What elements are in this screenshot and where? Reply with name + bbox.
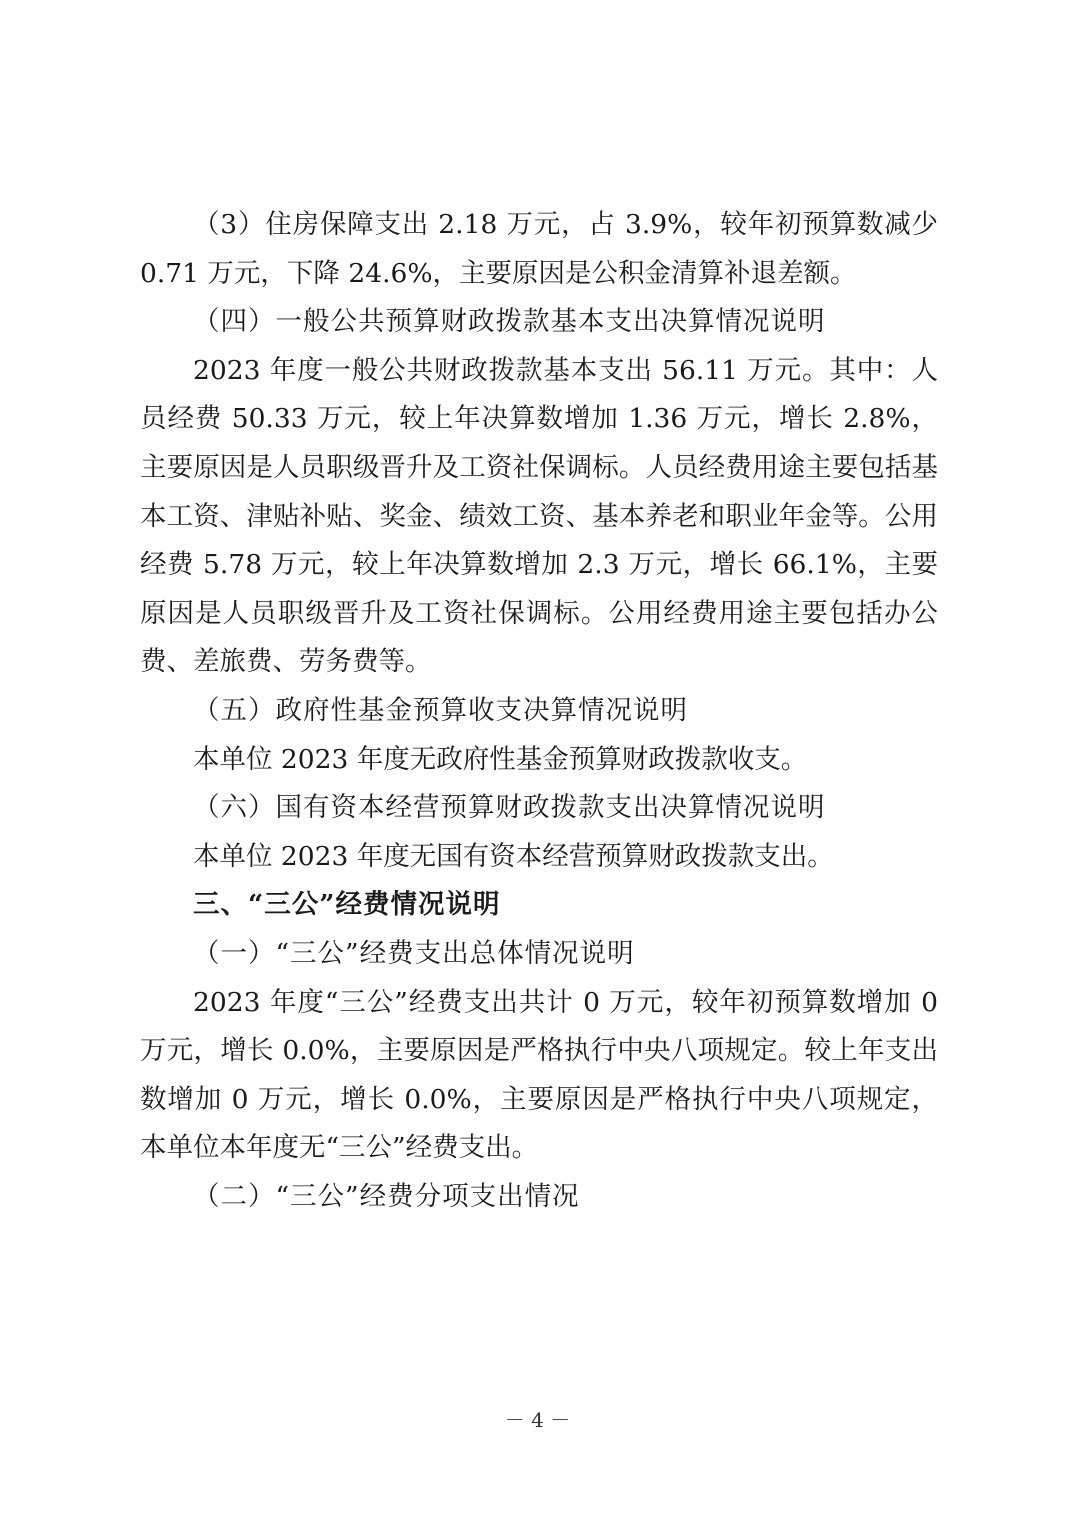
chapter-heading-three-public: 三、“三公”经费情况说明: [193, 889, 501, 921]
section-heading-gov-fund: （五）政府性基金预算收支决算情况说明: [193, 694, 688, 726]
section-heading-basic-expense: （四）一般公共预算财政拨款基本支出决算情况说明: [193, 306, 826, 338]
paragraph-basic-expense: 2023 年度一般公共财政拨款基本支出 56.11 万元。其中：人员经费 50.33 万元，较上年决算数增加 1.36 万元，增长 2.8%，主要原因是人员职级晋升及工资社保调标。人员经费用途主要包括基本工资、津贴补贴、奖金、绩效工资、基本养老和职业年金等。公用经费 5.78 万元，较上年决算数增加 2.3 万元，增长 66.1%，主要原因是人员职级晋升及工资社保调标。公用经费用途主要包括办公费、差旅费、劳务费等。: [140, 354, 938, 678]
paragraph-gov-fund: 本单位 2023 年度无政府性基金预算财政拨款收支。: [193, 743, 808, 775]
paragraph-housing-expense: （3）住房保障支出 2.18 万元，占 3.9%，较年初预算数减少 0.71 万元，下降 24.6%，主要原因是公积金清算补退差额。: [140, 209, 938, 289]
section-heading-three-public-items: （二）“三公”经费分项支出情况: [193, 1180, 580, 1212]
section-heading-three-public-overall: （一）“三公”经费支出总体情况说明: [193, 937, 635, 969]
paragraph-three-public-overall: 2023 年度“三公”经费支出共计 0 万元，较年初预算数增加 0 万元，增长 0.0%，主要原因是严格执行中央八项规定。较上年支出数增加 0 万元，增长 0.0%，主要原因是严格执行中央八项规定，本单位本年度无“三公”经费支出。: [140, 986, 938, 1164]
document-body: [140, 201, 938, 1221]
section-heading-state-capital: （六）国有资本经营预算财政拨款支出决算情况说明: [193, 792, 826, 824]
page-number: － 4 －: [504, 1408, 571, 1432]
paragraph-state-capital: 本单位 2023 年度无国有资本经营预算财政拨款支出。: [193, 840, 834, 872]
